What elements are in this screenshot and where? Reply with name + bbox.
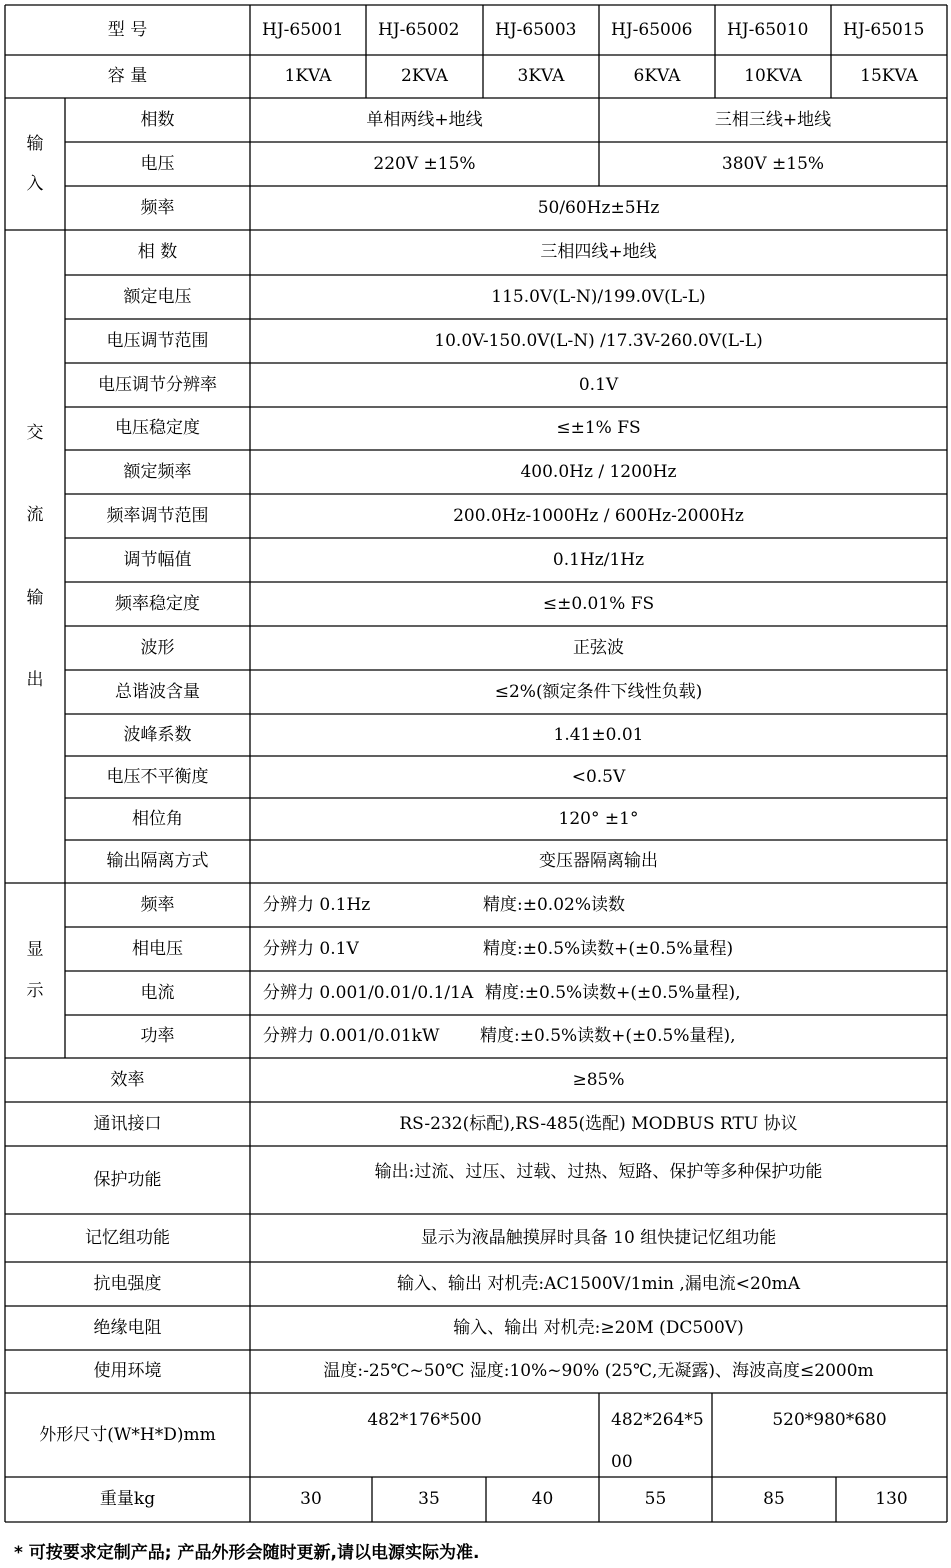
- group-label-char: 流: [26, 505, 44, 526]
- display-row-label: 相电压: [132, 938, 183, 959]
- dimensions-value-medium: [599, 1410, 712, 1472]
- general-row-label: 绝缘电阻: [93, 1317, 162, 1338]
- model-cell: HJ-65002: [378, 19, 460, 40]
- display-row-resolution: 分辨力 0.001/0.01kW: [263, 1026, 440, 1047]
- display-row-label: 功率: [140, 1026, 175, 1047]
- capacity-cell: 10KVA: [744, 66, 802, 87]
- general-row-value: 输入、输出 对机壳:≥20M (DC500V): [453, 1317, 744, 1338]
- capacity-header-label: 容 量: [107, 66, 148, 87]
- display-row-accuracy: 精度:±0.02%读数: [483, 894, 625, 915]
- display-group-label: [5, 883, 65, 1058]
- input-group-label: [5, 98, 65, 230]
- dimensions-value-small: 482*176*500: [367, 1410, 482, 1430]
- model-cell: HJ-65001: [262, 19, 344, 40]
- general-row-value: 显示为液晶触摸屏时具备 10 组快捷记忆组功能: [420, 1227, 777, 1248]
- display-row-accuracy: 精度:±0.5%读数+(±0.5%量程),: [480, 1026, 736, 1047]
- group-label-char: 输: [26, 587, 44, 608]
- general-row-value: 输入、输出 对机壳:AC1500V/1min ,漏电流<20mA: [396, 1273, 801, 1294]
- ac-output-row-label: 总谐波含量: [115, 681, 200, 702]
- group-label-char: 示: [26, 980, 44, 1001]
- general-row-value: ≥85%: [572, 1069, 625, 1090]
- input-phase-label: 相数: [140, 109, 175, 130]
- capacity-cell: 6KVA: [633, 66, 681, 87]
- display-row-resolution: 分辨力 0.1Hz: [263, 894, 371, 915]
- dimensions-value-medium-line1: 482*264*5: [611, 1410, 704, 1430]
- weight-cell: 85: [763, 1489, 785, 1510]
- ac-output-row-label: 相位角: [132, 808, 183, 829]
- ac-output-row-value: 400.0Hz / 1200Hz: [520, 461, 677, 482]
- group-label-char: 显: [26, 940, 44, 961]
- weight-cell: 30: [300, 1489, 322, 1510]
- input-freq-label: 频率: [140, 197, 175, 218]
- capacity-cell: 1KVA: [284, 66, 332, 87]
- general-row-value: RS-232(标配),RS-485(选配) MODBUS RTU 协议: [399, 1113, 798, 1134]
- model-cell: HJ-65006: [611, 19, 693, 40]
- display-row-resolution: 分辨力 0.1V: [263, 938, 359, 959]
- input-phase-three: 三相三线+地线: [714, 109, 832, 130]
- general-row-label: 保护功能: [93, 1169, 162, 1190]
- footnote: * 可按要求定制产品; 产品外形会随时更新,请以电源实际为准.: [14, 1543, 480, 1563]
- general-row-label: 抗电强度: [93, 1273, 162, 1294]
- ac-output-row-label: 调节幅值: [123, 549, 192, 570]
- display-row-accuracy: 精度:±0.5%读数+(±0.5%量程),: [485, 982, 741, 1003]
- display-row-accuracy: 精度:±0.5%读数+(±0.5%量程): [483, 938, 734, 959]
- weight-cell: 130: [875, 1489, 908, 1510]
- ac-output-row-value: 变压器隔离输出: [539, 851, 658, 872]
- ac-output-row-value: <0.5V: [571, 766, 626, 787]
- weight-cell: 40: [531, 1489, 554, 1510]
- general-row-label: 效率: [110, 1069, 145, 1090]
- dimensions-value-medium-line2: 00: [611, 1452, 633, 1472]
- group-label-char: 出: [26, 669, 44, 690]
- ac-output-row-value: ≤±0.01% FS: [542, 593, 655, 614]
- weight-label: 重量kg: [99, 1489, 156, 1510]
- dimensions-value-large: 520*980*680: [772, 1410, 887, 1430]
- model-cell: HJ-65015: [843, 19, 925, 40]
- ac-output-row-label: 输出隔离方式: [106, 851, 209, 872]
- ac-output-row-label: 波峰系数: [123, 724, 192, 745]
- input-phase-single: 单相两线+地线: [366, 109, 483, 130]
- display-row-label: 电流: [140, 982, 175, 1003]
- input-freq-value: 50/60Hz±5Hz: [537, 197, 660, 218]
- ac-output-row-label: 频率调节范围: [106, 505, 209, 526]
- ac-output-row-label: 电压调节分辨率: [98, 374, 217, 395]
- model-header-label: 型 号: [107, 19, 148, 40]
- group-label-char: 入: [26, 174, 44, 194]
- ac-output-row-value: 0.1V: [578, 374, 619, 395]
- ac-output-row-label: 额定频率: [123, 461, 192, 482]
- capacity-cell: 15KVA: [860, 66, 918, 87]
- ac-output-row-label: 相 数: [137, 242, 178, 263]
- general-row-value: 温度:-25℃~50℃ 湿度:10%~90% (25℃,无凝露)、海波高度≤2000m: [323, 1361, 874, 1382]
- ac-output-row-value: ≤±1% FS: [556, 418, 641, 439]
- ac-output-row-value: 正弦波: [573, 637, 624, 658]
- capacity-cell: 2KVA: [401, 66, 448, 87]
- display-row-label: 频率: [140, 894, 175, 915]
- ac-output-row-value: 0.1Hz/1Hz: [552, 549, 645, 570]
- ac-output-row-value: 115.0V(L-N)/199.0V(L-L): [491, 286, 706, 307]
- ac-output-row-label: 电压稳定度: [115, 418, 200, 439]
- capacity-cell: 3KVA: [517, 66, 565, 87]
- ac-output-row-label: 额定电压: [123, 286, 192, 307]
- input-voltage-single: 220V ±15%: [373, 153, 476, 174]
- group-label-char: 交: [26, 422, 44, 443]
- display-row-resolution: 分辨力 0.001/0.01/0.1/1A: [263, 982, 474, 1003]
- general-row-label: 通讯接口: [93, 1113, 162, 1134]
- ac-output-group-label: [5, 230, 65, 883]
- ac-output-row-value: 200.0Hz-1000Hz / 600Hz-2000Hz: [453, 505, 744, 526]
- ac-output-row-label: 电压不平衡度: [106, 766, 209, 787]
- ac-output-row-label: 电压调节范围: [106, 330, 209, 351]
- ac-output-row-label: 频率稳定度: [115, 593, 200, 614]
- dimensions-label: 外形尺寸(W*H*D)mm: [39, 1424, 216, 1445]
- input-voltage-three: 380V ±15%: [721, 153, 825, 174]
- ac-output-row-value: 三相四线+地线: [540, 242, 657, 263]
- model-cell: HJ-65010: [727, 19, 809, 40]
- ac-output-row-value: 10.0V-150.0V(L-N) /17.3V-260.0V(L-L): [434, 330, 763, 351]
- group-label-char: 输: [26, 133, 44, 154]
- general-row-label: 使用环境: [93, 1361, 162, 1382]
- model-cell: HJ-65003: [495, 19, 577, 40]
- ac-output-row-value: 1.41±0.01: [553, 724, 644, 745]
- weight-cell: 35: [418, 1489, 440, 1510]
- ac-output-row-label: 波形: [140, 637, 175, 658]
- input-voltage-label: 电压: [140, 153, 175, 174]
- ac-output-row-value: ≤2%(额定条件下线性负载): [494, 681, 703, 702]
- ac-output-row-value: 120° ±1°: [558, 808, 639, 829]
- general-row-label: 记忆组功能: [85, 1227, 170, 1248]
- general-row-value: 输出:过流、过压、过载、过热、短路、保护等多种保护功能: [374, 1162, 823, 1182]
- weight-cell: 55: [644, 1489, 667, 1510]
